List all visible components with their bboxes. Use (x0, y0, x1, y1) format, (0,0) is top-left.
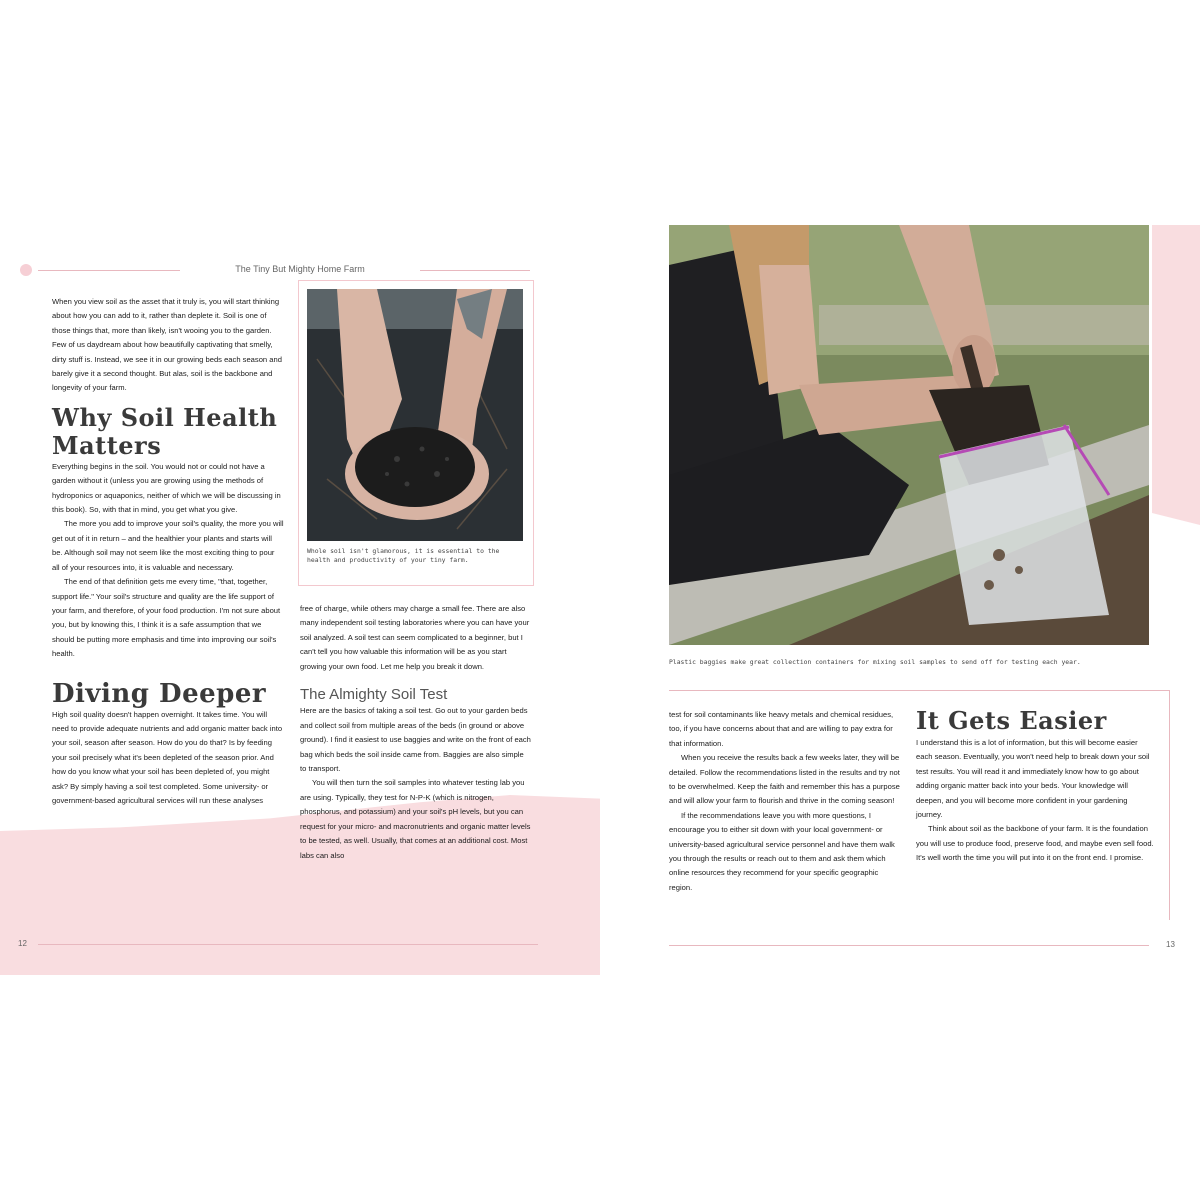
heading-almighty-soil-test: The Almighty Soil Test (300, 686, 448, 704)
heading-diving-deeper: Diving Deeper (52, 678, 267, 709)
footer-rule (38, 944, 538, 945)
header-dot-icon (20, 264, 32, 276)
left-column (52, 295, 284, 808)
why-paragraph-3: The end of that definition gets me every time, "that, together, support life." Your soil's structure and quality are the life support of your farm, and therefore, of your food production. I'm not sure about you, but by knowing this, I think it is a safe assumption that we should be putting more emphasis and time into improving our soil's health. (52, 577, 281, 659)
right-page (600, 225, 1200, 965)
soiltest-paragraph-2: You will then turn the soil samples into whatever testing lab you are using. Typically, they test for N-P-K (which is nitrogen, phosphorus, and potassium) and your soil's pH levels, but you can request for your micro- and macronutrients and organic matter levels to be tested, as well. Usually, that comes at an additional cost. Most labs can also (300, 778, 531, 860)
why-paragraph-1: Everything begins in the soil. You would not or could not have a garden without it (unless you are growing using the methods of hydroponics or aquaponics, neither of which we will be discussing in this book). So, with that in mind, you get what you give. (52, 461, 281, 515)
right-a-paragraph-2: When you receive the results back a few weeks later, they will be detailed. Follow the recommendations listed in the results and try not to be overwhelmed. Keep the faith and remember this has a purpose and will allow your farm to flourish and thrive in the coming season! (669, 753, 900, 806)
page-number-right: 13 (1166, 940, 1175, 949)
why-paragraph-2: The more you add to improve your soil's quality, the more you will get out of it in return – and the healthier your plants and starts will be. Although soil may not seem like the most exciting thing to pour all of your resources into, it is valuable and necessary. (52, 519, 284, 572)
soiltest-paragraph-1: Here are the basics of taking a soil test. Go out to your garden beds and collect soil from multiple areas of the beds (in ground or above ground). I find it easiest to use baggies and write on the front of each bag which beds the soil inside came from. Baggies are also simple to transport. (300, 706, 531, 774)
right-column-b (916, 708, 1156, 866)
mid-paragraph-1: free of charge, while others may charge a small fee. There are also many independent soil testing laboratories where you can have your soil analyzed. A soil test can seem complicated to a beginner, but I can't tell you how valuable this information will be as you start growing your own food. Let me help you break it down. (300, 604, 530, 671)
section-rule (669, 690, 1169, 691)
photo-soil-sampling (669, 225, 1149, 645)
photo-hands-holding-soil (307, 289, 523, 541)
footer-rule-right (669, 945, 1149, 946)
right-a-paragraph-3: If the recommendations leave you with more questions, I encourage you to either sit down with your local government- or university-based agricultural service personnel and have them walk you through the results or reach out to them and ask them which online resources they recommend for your specific geographic region. (669, 810, 895, 892)
photo-caption-hands: Whole soil isn't glamorous, it is essential to the health and productivity of your tiny farm. (307, 547, 500, 564)
left-page (0, 250, 600, 975)
right-column-a (669, 708, 901, 895)
photo-caption-baggies: Plastic baggies make great collection containers for mixing soil samples to send off for testing each year. (669, 658, 1081, 666)
right-b-paragraph-1: I understand this is a lot of information, but this will become easier each season. Eventually, you won't need help to break down your soil test results. You will read it and immediately know how to go about adding organic matter back into your beds. Your knowledge will deepen, and you will become more confident in your gardening journey. (916, 738, 1150, 820)
right-b-paragraph-2: Think about soil as the backbone of your farm. It is the foundation you will use to produce food, preserve food, and maybe even sell food. It's well worth the time you will put into it on the front end. I promise. (916, 824, 1154, 863)
heading-why-soil-health: Why Soil Health Matters (52, 402, 278, 460)
middle-column (300, 602, 532, 863)
deeper-paragraph-1: High soil quality doesn't happen overnight. It takes time. You will need to provide adequate nutrients and add organic matter back into your soil, season after season. How do you do that? Is by feeding your soil precisely what it's been depleted of the season prior. And how do you know what your soil has been depleted of, you might ask? By simply having a soil test completed. Some university- or government-based agricultural services will run these analyses (52, 709, 283, 805)
photo-frame-hands (298, 280, 534, 586)
soil-sampling-illustration (669, 225, 1149, 645)
running-head: The Tiny But Mighty Home Farm (180, 264, 420, 274)
pink-accent-shape-right (1152, 225, 1200, 525)
intro-paragraph: When you view soil as the asset that it truly is, you will start thinking about how you can add to it, rather than deplete it. Soil is one of those things that, more than likely, isn't wooing you to the garden. Few of us daydream about how beautifully captivating that smelly, dirty stuff is. Instead, we see it in our growing beds each season and barely give it a second thought. But alas, soil is the backbone and longevity of your farm. (52, 297, 282, 393)
heading-it-gets-easier: It Gets Easier (916, 706, 1107, 735)
hands-soil-illustration (307, 289, 523, 541)
right-a-paragraph-1: test for soil contaminants like heavy metals and chemical residues, too, if you have concerns about that and are willing to pay extra for that information. (669, 710, 894, 748)
page-number-left: 12 (18, 939, 27, 948)
section-rule-vertical (1169, 690, 1170, 920)
